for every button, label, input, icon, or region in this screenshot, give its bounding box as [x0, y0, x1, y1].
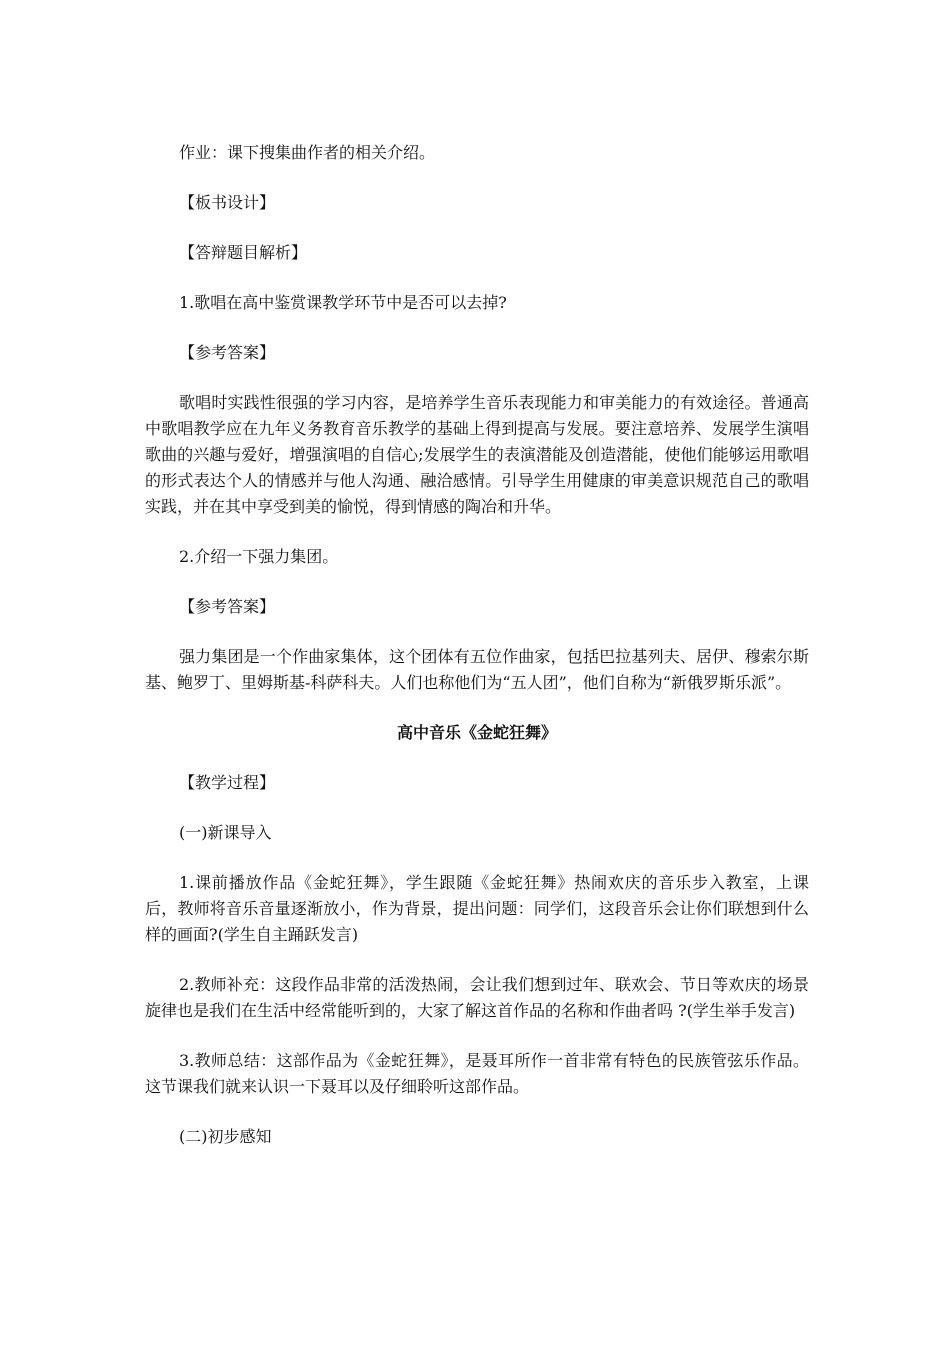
step-2-paragraph: 2.教师补充：这段作品非常的活泼热闹，会让我们想到过年、联欢会、节日等欢庆的场景旋律也是我们在生活中经常能听到的，大家了解这首作品的名称和作曲者吗 ?(学生举手发言) — [145, 975, 809, 1020]
teaching-process-heading: 【教学过程】 — [179, 773, 276, 792]
reference-answer-heading-1: 【参考答案】 — [179, 343, 276, 362]
section-2-heading: (二)初步感知 — [179, 1127, 272, 1146]
question-1: 1.歌唱在高中鉴赏课教学环节中是否可以去掉? — [179, 293, 507, 312]
board-design-heading: 【板书设计】 — [179, 193, 276, 212]
defense-questions-heading: 【答辩题目解析】 — [179, 243, 308, 262]
lesson-title: 高中音乐《金蛇狂舞》 — [396, 723, 557, 742]
document-page — [145, 140, 809, 1174]
question-2: 2.介绍一下强力集团。 — [179, 547, 339, 566]
step-1-paragraph: 1.课前播放作品《金蛇狂舞》，学生跟随《金蛇狂舞》热闹欢庆的音乐步入教室，上课后，教师将音乐音量逐渐放小，作为背景，提出问题：同学们，这段音乐会让你们联想到什么样的画面?(学生自主踊跃发言) — [145, 873, 809, 944]
step-3-paragraph: 3.教师总结：这部作品为《金蛇狂舞》，是聂耳所作一首非常有特色的民族管弦乐作品。这节课我们就来认识一下聂耳以及仔细聆听这部作品。 — [145, 1051, 809, 1096]
answer-2-paragraph: 强力集团是一个作曲家集体，这个团体有五位作曲家，包括巴拉基列夫、居伊、穆索尔斯基、鲍罗丁、里姆斯基-科萨科夫。人们也称他们为“五人团”，他们自称为“新俄罗斯乐派”。 — [145, 647, 809, 692]
answer-1-paragraph: 歌唱时实践性很强的学习内容，是培养学生音乐表现能力和审美能力的有效途径。普通高中歌唱教学应在九年义务教育音乐教学的基础上得到提高与发展。要注意培养、发展学生演唱歌曲的兴趣与爱好，增强演唱的自信心;发展学生的表演潜能及创造潜能，使他们能够运用歌唱的形式表达个人的情感并与他人沟通、融洽感情。引导学生用健康的审美意识规范自己的歌唱实践，并在其中享受到美的愉悦，得到情感的陶冶和升华。 — [145, 393, 809, 516]
reference-answer-heading-2: 【参考答案】 — [179, 597, 276, 616]
section-1-heading: (一)新课导入 — [179, 823, 272, 842]
homework-paragraph: 作业：课下搜集曲作者的相关介绍。 — [179, 143, 436, 162]
